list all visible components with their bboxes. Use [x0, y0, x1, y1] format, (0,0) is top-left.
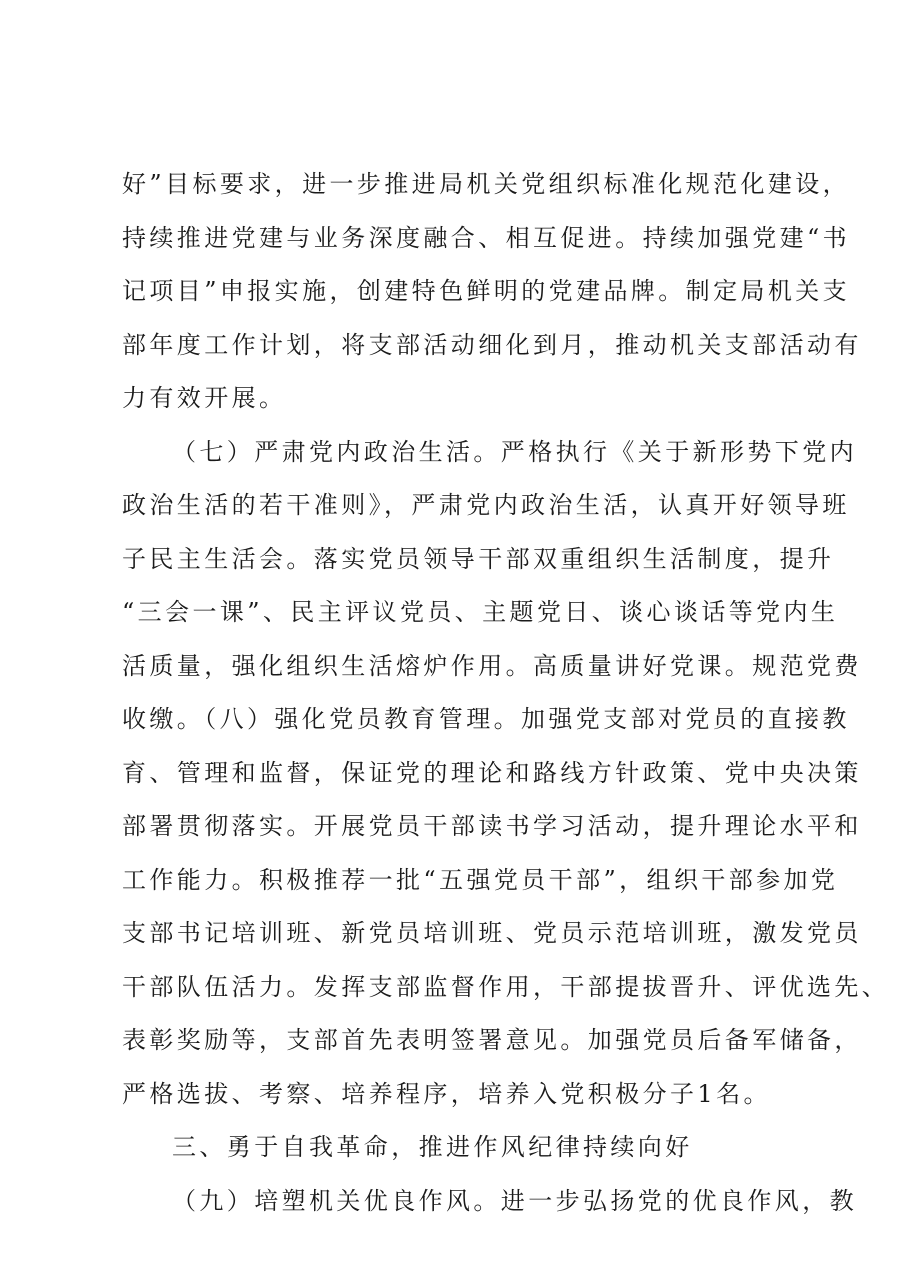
text-line: 持续推进党建与业务深度融合、相互促进。持续加强党建“书	[122, 224, 851, 252]
paragraph-heading: （七）严肃党内政治生活。严格执行《关于新形势下党内	[172, 438, 857, 466]
section-heading: 三、勇于自我革命，推进作风纪律持续向好	[172, 1133, 693, 1161]
text-line: 收缴。（八）强化党员教育管理。加强党支部对党员的直接教	[122, 705, 850, 733]
text-line: 干部队伍活力。发挥支部监督作用，干部提拔晋升、评优选先、	[122, 973, 890, 1001]
text-line: 部年度工作计划，将支部活动细化到月，推动机关支部活动有	[122, 331, 862, 359]
text-line: 力有效开展。	[122, 384, 287, 412]
text-line: 育、管理和监督，保证党的理论和路线方针政策、党中央决策	[122, 759, 862, 787]
text-line: 支部书记培训班、新党员培训班、党员示范培训班，激发党员	[122, 919, 862, 947]
text-line: 工作能力。积极推荐一批“五强党员干部”，组织干部参加党	[122, 866, 839, 894]
text-line: 记项目”申报实施，创建特色鲜明的党建品牌。制定局机关支	[122, 277, 851, 305]
text-line: 政治生活的若干准则》，严肃党内政治生活，认真开好领导班	[122, 491, 850, 519]
text-line: 活质量，强化组织生活熔炉作用。高质量讲好党课。规范党费	[122, 652, 862, 680]
text-line: 子民主生活会。落实党员领导干部双重组织生活制度，提升	[122, 545, 835, 573]
text-line: 部署贯彻落实。开展党员干部读书学习活动，提升理论水平和	[122, 812, 862, 840]
text-line: 好”目标要求，进一步推进局机关党组织标准化规范化建设，	[122, 170, 851, 198]
text-line: 严格选拔、考察、培养程序，培养入党积极分子1名。	[122, 1080, 771, 1108]
text-line: “三会一课”、民主评议党员、主题党日、谈心谈话等党内生	[122, 598, 839, 626]
paragraph-heading: （九）培塑机关优良作风。进一步弘扬党的优良作风，教	[172, 1187, 857, 1215]
text-line: 表彰奖励等，支部首先表明签署意见。加强党员后备军储备，	[122, 1026, 862, 1054]
